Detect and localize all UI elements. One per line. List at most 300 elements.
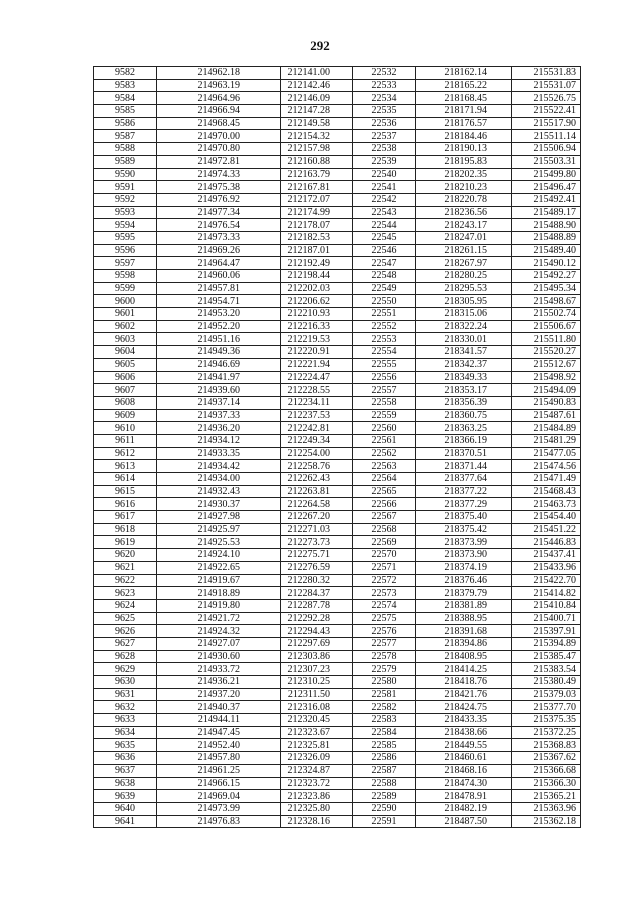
y-coordinate-cell: 215433.96 <box>512 561 581 574</box>
point-number-cell: 9587 <box>94 130 157 143</box>
x-coordinate-cell: 218360.75 <box>416 409 512 422</box>
y-coordinate-cell: 215506.67 <box>512 320 581 333</box>
point-number-cell: 22585 <box>353 739 416 752</box>
x-coordinate-cell: 214932.43 <box>157 485 281 498</box>
table-row <box>94 295 581 308</box>
y-coordinate-cell: 212146.09 <box>281 92 353 105</box>
table-row <box>94 485 581 498</box>
table-row <box>94 561 581 574</box>
y-coordinate-cell: 215451.22 <box>512 523 581 536</box>
point-number-cell: 9635 <box>94 739 157 752</box>
y-coordinate-cell: 212220.91 <box>281 346 353 359</box>
y-coordinate-cell: 215410.84 <box>512 599 581 612</box>
x-coordinate-cell: 214969.04 <box>157 790 281 803</box>
x-coordinate-cell: 214964.96 <box>157 92 281 105</box>
y-coordinate-cell: 212264.58 <box>281 498 353 511</box>
x-coordinate-cell: 218341.57 <box>416 346 512 359</box>
x-coordinate-cell: 214937.20 <box>157 688 281 701</box>
y-coordinate-cell: 212273.73 <box>281 536 353 549</box>
x-coordinate-cell: 214936.21 <box>157 676 281 689</box>
point-number-cell: 22582 <box>353 701 416 714</box>
point-number-cell: 9598 <box>94 270 157 283</box>
point-number-cell: 9636 <box>94 752 157 765</box>
x-coordinate-cell: 214966.94 <box>157 105 281 118</box>
table-row <box>94 130 581 143</box>
y-coordinate-cell: 212271.03 <box>281 523 353 536</box>
y-coordinate-cell: 212294.43 <box>281 625 353 638</box>
x-coordinate-cell: 214919.67 <box>157 574 281 587</box>
x-coordinate-cell: 218375.42 <box>416 523 512 536</box>
x-coordinate-cell: 214952.20 <box>157 320 281 333</box>
y-coordinate-cell: 215481.29 <box>512 434 581 447</box>
point-number-cell: 9615 <box>94 485 157 498</box>
point-number-cell: 9604 <box>94 346 157 359</box>
y-coordinate-cell: 212325.80 <box>281 802 353 815</box>
y-coordinate-cell: 212287.78 <box>281 599 353 612</box>
table-row <box>94 764 581 777</box>
y-coordinate-cell: 212224.47 <box>281 371 353 384</box>
point-number-cell: 22578 <box>353 650 416 663</box>
x-coordinate-cell: 218482.19 <box>416 802 512 815</box>
y-coordinate-cell: 212323.72 <box>281 777 353 790</box>
point-number-cell: 9637 <box>94 764 157 777</box>
x-coordinate-cell: 218418.76 <box>416 676 512 689</box>
point-number-cell: 9633 <box>94 714 157 727</box>
point-number-cell: 22567 <box>353 511 416 524</box>
table-row <box>94 802 581 815</box>
point-number-cell: 22565 <box>353 485 416 498</box>
point-number-cell: 22560 <box>353 422 416 435</box>
y-coordinate-cell: 215517.90 <box>512 117 581 130</box>
x-coordinate-cell: 218243.17 <box>416 219 512 232</box>
y-coordinate-cell: 215366.68 <box>512 764 581 777</box>
point-number-cell: 22586 <box>353 752 416 765</box>
table-row <box>94 637 581 650</box>
point-number-cell: 22573 <box>353 587 416 600</box>
y-coordinate-cell: 212320.45 <box>281 714 353 727</box>
x-coordinate-cell: 218478.91 <box>416 790 512 803</box>
x-coordinate-cell: 218408.95 <box>416 650 512 663</box>
x-coordinate-cell: 218373.90 <box>416 549 512 562</box>
x-coordinate-cell: 218342.37 <box>416 358 512 371</box>
point-number-cell: 9605 <box>94 358 157 371</box>
point-number-cell: 22548 <box>353 270 416 283</box>
y-coordinate-cell: 212149.58 <box>281 117 353 130</box>
point-number-cell: 9584 <box>94 92 157 105</box>
x-coordinate-cell: 214937.33 <box>157 409 281 422</box>
point-number-cell: 22572 <box>353 574 416 587</box>
point-number-cell: 22556 <box>353 371 416 384</box>
y-coordinate-cell: 212276.59 <box>281 561 353 574</box>
table-row <box>94 752 581 765</box>
x-coordinate-cell: 214930.60 <box>157 650 281 663</box>
x-coordinate-cell: 214974.33 <box>157 168 281 181</box>
x-coordinate-cell: 214946.69 <box>157 358 281 371</box>
y-coordinate-cell: 212174.99 <box>281 206 353 219</box>
x-coordinate-cell: 218391.68 <box>416 625 512 638</box>
y-coordinate-cell: 215468.43 <box>512 485 581 498</box>
x-coordinate-cell: 214940.37 <box>157 701 281 714</box>
point-number-cell: 9595 <box>94 231 157 244</box>
table-row <box>94 384 581 397</box>
table-row <box>94 396 581 409</box>
y-coordinate-cell: 215531.83 <box>512 67 581 80</box>
point-number-cell: 9585 <box>94 105 157 118</box>
table-row <box>94 549 581 562</box>
table-row <box>94 739 581 752</box>
y-coordinate-cell: 215488.89 <box>512 231 581 244</box>
x-coordinate-cell: 218165.22 <box>416 79 512 92</box>
x-coordinate-cell: 218184.46 <box>416 130 512 143</box>
table-row <box>94 168 581 181</box>
table-row <box>94 346 581 359</box>
x-coordinate-cell: 218168.45 <box>416 92 512 105</box>
y-coordinate-cell: 212323.67 <box>281 726 353 739</box>
table-row <box>94 714 581 727</box>
x-coordinate-cell: 214924.10 <box>157 549 281 562</box>
x-coordinate-cell: 218371.44 <box>416 460 512 473</box>
point-number-cell: 9589 <box>94 155 157 168</box>
y-coordinate-cell: 215531.07 <box>512 79 581 92</box>
y-coordinate-cell: 212206.62 <box>281 295 353 308</box>
y-coordinate-cell: 215471.49 <box>512 473 581 486</box>
y-coordinate-cell: 215397.91 <box>512 625 581 638</box>
point-number-cell: 22580 <box>353 676 416 689</box>
y-coordinate-cell: 215522.41 <box>512 105 581 118</box>
point-number-cell: 22553 <box>353 333 416 346</box>
point-number-cell: 9641 <box>94 815 157 828</box>
table-row <box>94 257 581 270</box>
x-coordinate-cell: 214970.00 <box>157 130 281 143</box>
x-coordinate-cell: 218449.55 <box>416 739 512 752</box>
table-row <box>94 447 581 460</box>
y-coordinate-cell: 215502.74 <box>512 308 581 321</box>
x-coordinate-cell: 214969.26 <box>157 244 281 257</box>
point-number-cell: 22541 <box>353 181 416 194</box>
table-row <box>94 244 581 257</box>
x-coordinate-cell: 218236.56 <box>416 206 512 219</box>
x-coordinate-cell: 214933.72 <box>157 663 281 676</box>
point-number-cell: 9640 <box>94 802 157 815</box>
point-number-cell: 9624 <box>94 599 157 612</box>
table-row <box>94 790 581 803</box>
y-coordinate-cell: 215368.83 <box>512 739 581 752</box>
table-row <box>94 117 581 130</box>
y-coordinate-cell: 215477.05 <box>512 447 581 460</box>
y-coordinate-cell: 212157.98 <box>281 143 353 156</box>
y-coordinate-cell: 212263.81 <box>281 485 353 498</box>
table-row <box>94 422 581 435</box>
point-number-cell: 22545 <box>353 231 416 244</box>
point-number-cell: 9623 <box>94 587 157 600</box>
y-coordinate-cell: 212267.20 <box>281 511 353 524</box>
point-number-cell: 22533 <box>353 79 416 92</box>
point-number-cell: 9631 <box>94 688 157 701</box>
y-coordinate-cell: 212325.81 <box>281 739 353 752</box>
y-coordinate-cell: 215495.34 <box>512 282 581 295</box>
point-number-cell: 9592 <box>94 193 157 206</box>
table-row <box>94 599 581 612</box>
table-row <box>94 777 581 790</box>
x-coordinate-cell: 214972.81 <box>157 155 281 168</box>
y-coordinate-cell: 215490.83 <box>512 396 581 409</box>
y-coordinate-cell: 212228.55 <box>281 384 353 397</box>
x-coordinate-cell: 214962.18 <box>157 67 281 80</box>
y-coordinate-cell: 212142.46 <box>281 79 353 92</box>
x-coordinate-cell: 218171.94 <box>416 105 512 118</box>
x-coordinate-cell: 214976.54 <box>157 219 281 232</box>
point-number-cell: 9599 <box>94 282 157 295</box>
point-number-cell: 22568 <box>353 523 416 536</box>
point-number-cell: 22575 <box>353 612 416 625</box>
y-coordinate-cell: 215367.62 <box>512 752 581 765</box>
y-coordinate-cell: 215437.41 <box>512 549 581 562</box>
point-number-cell: 22588 <box>353 777 416 790</box>
y-coordinate-cell: 212297.69 <box>281 637 353 650</box>
x-coordinate-cell: 214930.37 <box>157 498 281 511</box>
point-number-cell: 9606 <box>94 371 157 384</box>
point-number-cell: 9632 <box>94 701 157 714</box>
point-number-cell: 22536 <box>353 117 416 130</box>
x-coordinate-cell: 214964.47 <box>157 257 281 270</box>
point-number-cell: 22535 <box>353 105 416 118</box>
table-row <box>94 371 581 384</box>
point-number-cell: 22542 <box>353 193 416 206</box>
table-row <box>94 676 581 689</box>
y-coordinate-cell: 212310.25 <box>281 676 353 689</box>
y-coordinate-cell: 215511.14 <box>512 130 581 143</box>
table-row <box>94 498 581 511</box>
point-number-cell: 22591 <box>353 815 416 828</box>
point-number-cell: 22532 <box>353 67 416 80</box>
x-coordinate-cell: 218373.99 <box>416 536 512 549</box>
y-coordinate-cell: 215499.80 <box>512 168 581 181</box>
x-coordinate-cell: 218375.40 <box>416 511 512 524</box>
x-coordinate-cell: 214924.32 <box>157 625 281 638</box>
x-coordinate-cell: 218195.83 <box>416 155 512 168</box>
table-row <box>94 460 581 473</box>
point-number-cell: 9617 <box>94 511 157 524</box>
table-row <box>94 92 581 105</box>
x-coordinate-cell: 218280.25 <box>416 270 512 283</box>
y-coordinate-cell: 215363.96 <box>512 802 581 815</box>
x-coordinate-cell: 218377.64 <box>416 473 512 486</box>
x-coordinate-cell: 214968.45 <box>157 117 281 130</box>
coordinates-table-body <box>94 67 581 828</box>
point-number-cell: 9622 <box>94 574 157 587</box>
y-coordinate-cell: 212326.09 <box>281 752 353 765</box>
table-row <box>94 67 581 80</box>
y-coordinate-cell: 215496.47 <box>512 181 581 194</box>
table-row <box>94 308 581 321</box>
point-number-cell: 22576 <box>353 625 416 638</box>
x-coordinate-cell: 218438.66 <box>416 726 512 739</box>
x-coordinate-cell: 214936.20 <box>157 422 281 435</box>
table-row <box>94 409 581 422</box>
table-row <box>94 206 581 219</box>
x-coordinate-cell: 214960.06 <box>157 270 281 283</box>
point-number-cell: 9630 <box>94 676 157 689</box>
table-row <box>94 726 581 739</box>
x-coordinate-cell: 214975.38 <box>157 181 281 194</box>
point-number-cell: 9619 <box>94 536 157 549</box>
table-row <box>94 320 581 333</box>
x-coordinate-cell: 214934.12 <box>157 434 281 447</box>
x-coordinate-cell: 218202.35 <box>416 168 512 181</box>
point-number-cell: 22561 <box>353 434 416 447</box>
page-number: 292 <box>310 38 330 53</box>
point-number-cell: 9628 <box>94 650 157 663</box>
table-row <box>94 193 581 206</box>
x-coordinate-cell: 214919.80 <box>157 599 281 612</box>
x-coordinate-cell: 214951.16 <box>157 333 281 346</box>
point-number-cell: 9613 <box>94 460 157 473</box>
table-row <box>94 523 581 536</box>
x-coordinate-cell: 214921.72 <box>157 612 281 625</box>
point-number-cell: 9638 <box>94 777 157 790</box>
y-coordinate-cell: 212316.08 <box>281 701 353 714</box>
table-row <box>94 434 581 447</box>
x-coordinate-cell: 214957.81 <box>157 282 281 295</box>
y-coordinate-cell: 212307.23 <box>281 663 353 676</box>
x-coordinate-cell: 214976.83 <box>157 815 281 828</box>
x-coordinate-cell: 214925.53 <box>157 536 281 549</box>
y-coordinate-cell: 212242.81 <box>281 422 353 435</box>
table-row <box>94 650 581 663</box>
x-coordinate-cell: 218220.78 <box>416 193 512 206</box>
x-coordinate-cell: 214952.40 <box>157 739 281 752</box>
point-number-cell: 9627 <box>94 637 157 650</box>
point-number-cell: 9591 <box>94 181 157 194</box>
x-coordinate-cell: 218381.89 <box>416 599 512 612</box>
x-coordinate-cell: 218366.19 <box>416 434 512 447</box>
point-number-cell: 22549 <box>353 282 416 295</box>
point-number-cell: 9639 <box>94 790 157 803</box>
x-coordinate-cell: 214966.15 <box>157 777 281 790</box>
point-number-cell: 9596 <box>94 244 157 257</box>
point-number-cell: 22571 <box>353 561 416 574</box>
point-number-cell: 22547 <box>353 257 416 270</box>
y-coordinate-cell: 215526.75 <box>512 92 581 105</box>
x-coordinate-cell: 214953.20 <box>157 308 281 321</box>
y-coordinate-cell: 212210.93 <box>281 308 353 321</box>
x-coordinate-cell: 218394.86 <box>416 637 512 650</box>
x-coordinate-cell: 218377.22 <box>416 485 512 498</box>
point-number-cell: 9588 <box>94 143 157 156</box>
point-number-cell: 22534 <box>353 92 416 105</box>
y-coordinate-cell: 212249.34 <box>281 434 353 447</box>
y-coordinate-cell: 215385.47 <box>512 650 581 663</box>
y-coordinate-cell: 215380.49 <box>512 676 581 689</box>
y-coordinate-cell: 215512.67 <box>512 358 581 371</box>
y-coordinate-cell: 212311.50 <box>281 688 353 701</box>
x-coordinate-cell: 218261.15 <box>416 244 512 257</box>
point-number-cell: 9608 <box>94 396 157 409</box>
point-number-cell: 22590 <box>353 802 416 815</box>
point-number-cell: 9629 <box>94 663 157 676</box>
x-coordinate-cell: 218376.46 <box>416 574 512 587</box>
x-coordinate-cell: 218379.79 <box>416 587 512 600</box>
x-coordinate-cell: 218424.75 <box>416 701 512 714</box>
y-coordinate-cell: 212237.53 <box>281 409 353 422</box>
point-number-cell: 9625 <box>94 612 157 625</box>
table-row <box>94 231 581 244</box>
y-coordinate-cell: 212187.01 <box>281 244 353 257</box>
y-coordinate-cell: 215446.83 <box>512 536 581 549</box>
x-coordinate-cell: 218388.95 <box>416 612 512 625</box>
table-row <box>94 181 581 194</box>
x-coordinate-cell: 218487.50 <box>416 815 512 828</box>
y-coordinate-cell: 212324.87 <box>281 764 353 777</box>
x-coordinate-cell: 218162.14 <box>416 67 512 80</box>
x-coordinate-cell: 214963.19 <box>157 79 281 92</box>
y-coordinate-cell: 212198.44 <box>281 270 353 283</box>
y-coordinate-cell: 212178.07 <box>281 219 353 232</box>
point-number-cell: 22550 <box>353 295 416 308</box>
point-number-cell: 22557 <box>353 384 416 397</box>
point-number-cell: 22581 <box>353 688 416 701</box>
y-coordinate-cell: 215400.71 <box>512 612 581 625</box>
y-coordinate-cell: 215503.31 <box>512 155 581 168</box>
y-coordinate-cell: 212167.81 <box>281 181 353 194</box>
x-coordinate-cell: 214937.14 <box>157 396 281 409</box>
y-coordinate-cell: 215487.61 <box>512 409 581 422</box>
table-row <box>94 688 581 701</box>
y-coordinate-cell: 215362.18 <box>512 815 581 828</box>
y-coordinate-cell: 215365.21 <box>512 790 581 803</box>
y-coordinate-cell: 215494.09 <box>512 384 581 397</box>
x-coordinate-cell: 214973.99 <box>157 802 281 815</box>
point-number-cell: 22559 <box>353 409 416 422</box>
y-coordinate-cell: 212147.28 <box>281 105 353 118</box>
point-number-cell: 9616 <box>94 498 157 511</box>
point-number-cell: 9603 <box>94 333 157 346</box>
table-row <box>94 815 581 828</box>
x-coordinate-cell: 218460.61 <box>416 752 512 765</box>
point-number-cell: 22539 <box>353 155 416 168</box>
x-coordinate-cell: 214927.98 <box>157 511 281 524</box>
point-number-cell: 22540 <box>353 168 416 181</box>
point-number-cell: 9634 <box>94 726 157 739</box>
y-coordinate-cell: 212192.49 <box>281 257 353 270</box>
y-coordinate-cell: 212254.00 <box>281 447 353 460</box>
x-coordinate-cell: 214961.25 <box>157 764 281 777</box>
point-number-cell: 22589 <box>353 790 416 803</box>
point-number-cell: 9597 <box>94 257 157 270</box>
point-number-cell: 22544 <box>353 219 416 232</box>
x-coordinate-cell: 218349.33 <box>416 371 512 384</box>
x-coordinate-cell: 214949.36 <box>157 346 281 359</box>
table-row <box>94 79 581 92</box>
x-coordinate-cell: 214918.89 <box>157 587 281 600</box>
y-coordinate-cell: 212284.37 <box>281 587 353 600</box>
table-row <box>94 155 581 168</box>
y-coordinate-cell: 215394.89 <box>512 637 581 650</box>
table-row <box>94 219 581 232</box>
point-number-cell: 9600 <box>94 295 157 308</box>
x-coordinate-cell: 214970.80 <box>157 143 281 156</box>
y-coordinate-cell: 215474.56 <box>512 460 581 473</box>
table-row <box>94 282 581 295</box>
x-coordinate-cell: 218363.25 <box>416 422 512 435</box>
point-number-cell: 22584 <box>353 726 416 739</box>
x-coordinate-cell: 218322.24 <box>416 320 512 333</box>
x-coordinate-cell: 214922.65 <box>157 561 281 574</box>
point-number-cell: 9610 <box>94 422 157 435</box>
y-coordinate-cell: 212303.86 <box>281 650 353 663</box>
x-coordinate-cell: 214934.00 <box>157 473 281 486</box>
y-coordinate-cell: 215511.80 <box>512 333 581 346</box>
